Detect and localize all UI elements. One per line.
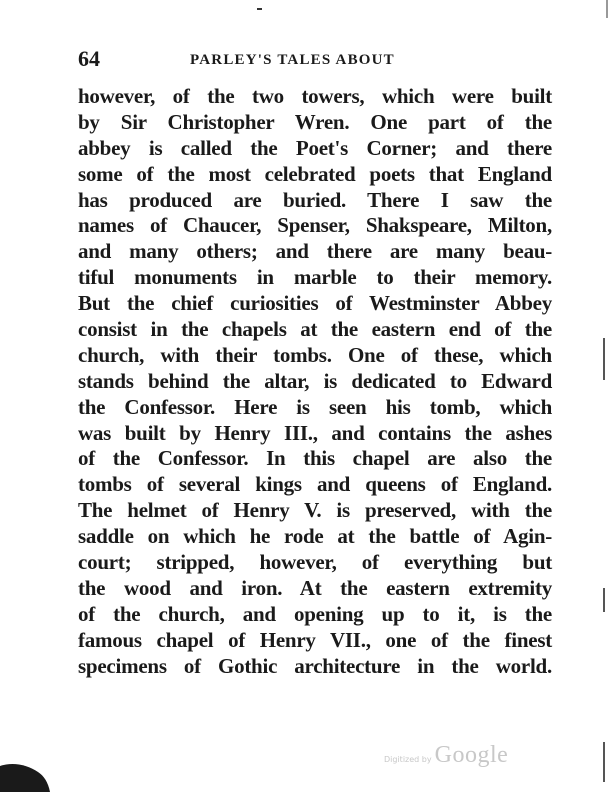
text-line: The helmet of Henry V. is preserved, with the: [78, 498, 552, 523]
page-number: 64: [78, 46, 100, 71]
text-line: and many others; and there are many beau-: [78, 239, 552, 264]
text-line: consist in the chapels at the eastern end of the: [78, 317, 552, 342]
page-edge-mark: [603, 742, 605, 782]
text-line: of the Confessor. In this chapel are also the: [78, 446, 552, 471]
text-line: tombs of several kings and queens of England.: [78, 472, 552, 497]
text-line: saddle on which he rode at the battle of Agin-: [78, 524, 552, 549]
running-head: [78, 44, 553, 74]
digitized-watermark: [384, 742, 508, 772]
text-line: names of Chaucer, Spenser, Shakspeare, Milton,: [78, 213, 552, 238]
text-line: however, of the two towers, which were built: [78, 84, 552, 108]
text-line: famous chapel of Henry VII., one of the finest: [78, 627, 552, 652]
page-edge-mark: [603, 338, 605, 380]
text-line: tiful monuments in marble to their memory.: [78, 265, 552, 290]
text-line: some of the most celebrated poets that England: [78, 161, 552, 186]
text-line: specimens of Gothic architecture in the world.: [78, 653, 552, 678]
text-line: stands behind the altar, is dedicated to Edward: [78, 368, 552, 393]
body-text: [78, 84, 552, 679]
text-line: abbey is called the Poet's Corner; and there: [78, 135, 552, 160]
text-line: church, with their tombs. One of these, which: [78, 342, 552, 367]
text-line: court; stripped, however, of everything but: [78, 550, 552, 575]
watermark-brand: Google: [434, 742, 509, 768]
text-line: the Confessor. Here is seen his tomb, which: [78, 394, 552, 419]
ink-speck: [257, 8, 262, 10]
text-line: But the chief curiosities of Westminster Abbey: [78, 291, 552, 316]
running-title: PARLEY'S TALES ABOUT: [190, 52, 395, 68]
watermark-prefix: Digitized by: [384, 755, 432, 764]
text-line: of the church, and opening up to it, is the: [78, 601, 552, 626]
page-edge-mark: [606, 0, 608, 18]
text-line: was built by Henry III., and contains the ashes: [78, 420, 552, 445]
page-edge-mark: [603, 588, 605, 612]
text-line: has produced are buried. There I saw the: [78, 187, 552, 212]
scan-thumb-shadow: [0, 760, 50, 792]
text-line: the wood and iron. At the eastern extremity: [78, 575, 552, 600]
text-line: by Sir Christopher Wren. One part of the: [78, 109, 552, 134]
